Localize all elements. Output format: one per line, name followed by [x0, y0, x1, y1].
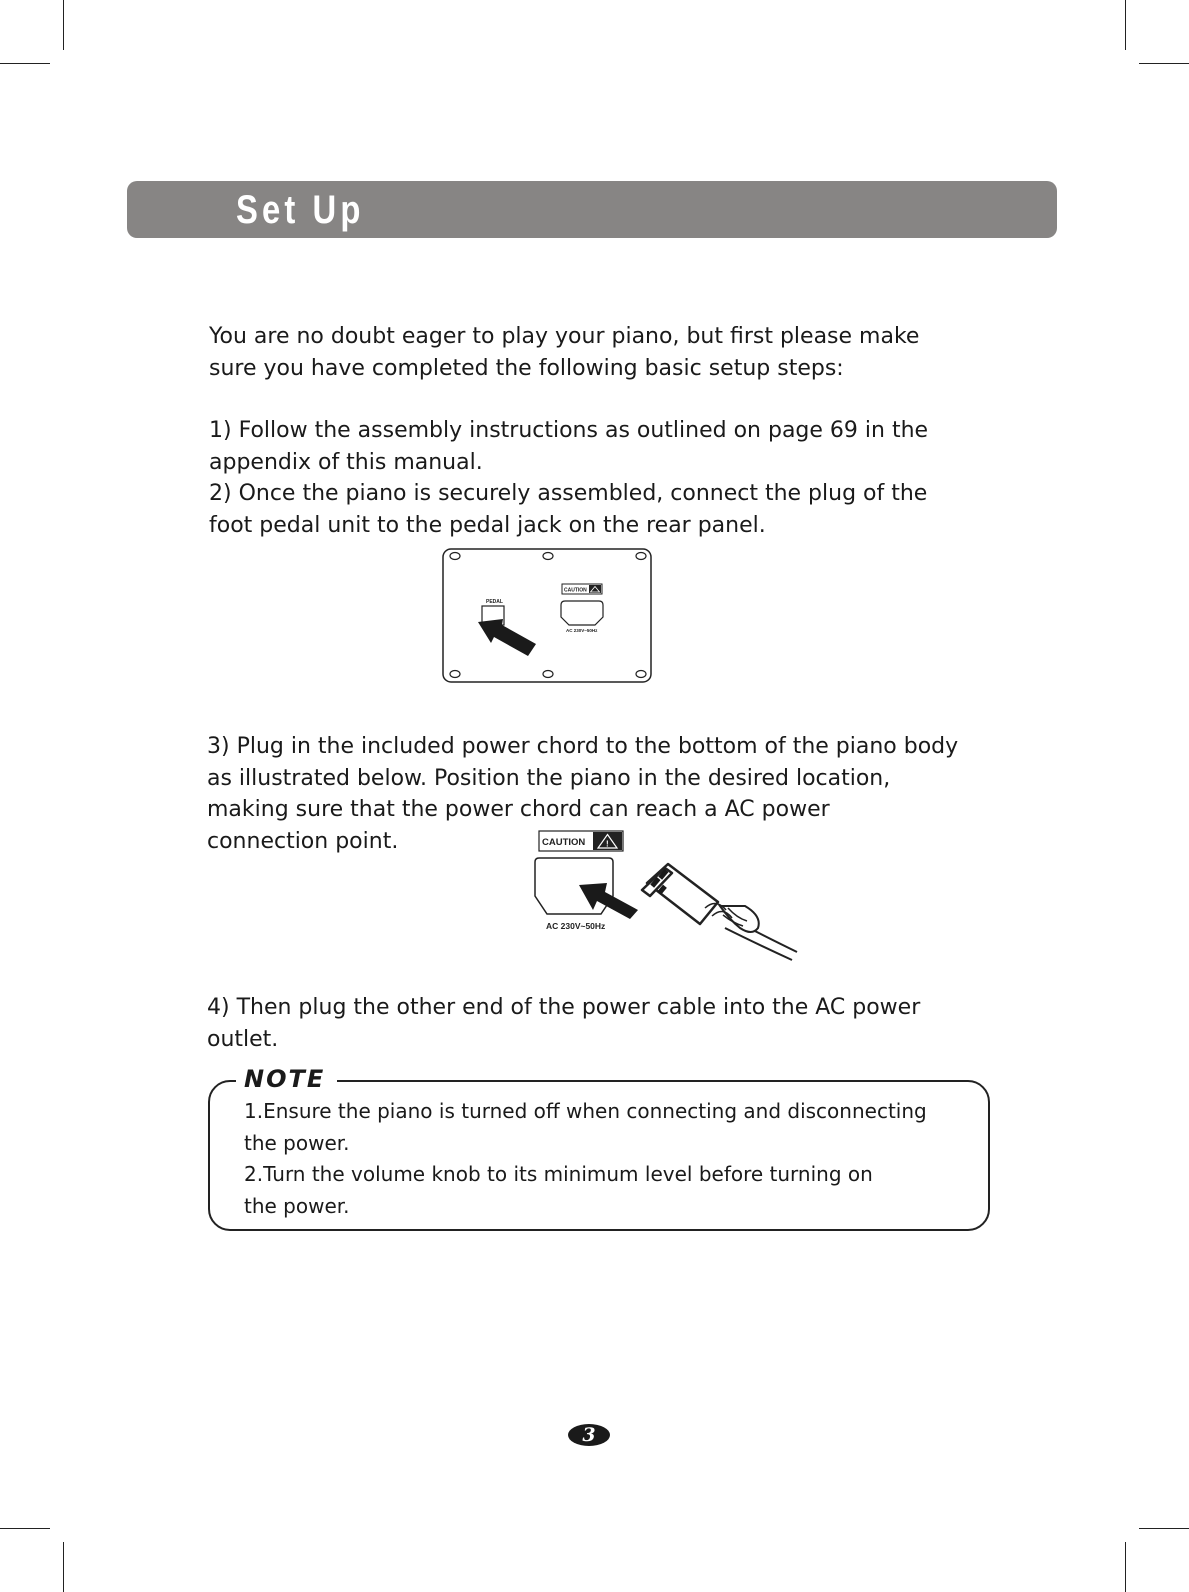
note-line: the power. — [244, 1193, 350, 1218]
step-line: 2) Once the piano is securely assembled, connect the plug of the — [209, 481, 928, 506]
power-inlet — [561, 601, 603, 625]
crop-mark — [1125, 0, 1126, 50]
power-rating-label: AC 230V~50Hz — [566, 628, 598, 633]
power-connection-diagram — [530, 828, 806, 972]
crop-mark — [1125, 1542, 1126, 1592]
rear-panel-outline — [443, 549, 651, 682]
note-line: 2.Turn the volume knob to its minimum level before turning on — [244, 1162, 873, 1186]
pedal-label: PEDAL — [486, 599, 503, 605]
crop-mark — [63, 0, 64, 50]
page-number: 3 — [568, 1424, 610, 1446]
crop-mark — [1139, 1528, 1189, 1529]
crop-mark — [0, 1528, 50, 1529]
step-line: 4) Then plug the other end of the power cable into the AC power — [207, 995, 921, 1020]
note-line: the power. — [244, 1130, 350, 1155]
step-2 — [209, 478, 927, 541]
caution-label: CAUTION — [542, 837, 586, 848]
note-title-wrap — [236, 1064, 337, 1094]
page-title: Set Up — [236, 188, 365, 232]
warning-exclamation-icon: ! — [606, 839, 609, 849]
note-line: 1.Ensure the piano is turned off when connecting and disconnecting — [244, 1099, 927, 1123]
crop-mark — [1139, 63, 1189, 64]
crop-mark — [0, 63, 50, 64]
intro-paragraph — [209, 321, 919, 384]
intro-line: sure you have completed the following basic setup steps: — [209, 355, 844, 381]
crop-mark — [63, 1542, 64, 1592]
power-cord-icon — [642, 864, 797, 960]
step-line: 1) Follow the assembly instructions as outlined on page 69 in the — [209, 418, 929, 443]
step-line: appendix of this manual. — [209, 449, 483, 475]
step-line: outlet. — [207, 1026, 279, 1052]
section-header-bar — [127, 181, 1057, 238]
step-4 — [207, 992, 920, 1055]
step-line: as illustrated below. Position the piano in the desired location, — [207, 765, 891, 791]
intro-line: You are no doubt eager to play your piano, but first please make — [209, 324, 920, 349]
note-title: NOTE — [244, 1065, 326, 1093]
step-line: connection point. — [207, 828, 399, 854]
note-box — [208, 1065, 990, 1231]
step-line: 3) Plug in the included power chord to the bottom of the piano body — [207, 734, 959, 759]
rear-panel-diagram — [440, 546, 656, 686]
step-line: foot pedal unit to the pedal jack on the rear panel. — [209, 512, 766, 538]
caution-label: CAUTION — [564, 587, 587, 594]
power-rating-label: AC 230V~50Hz — [546, 921, 606, 931]
step-1 — [209, 415, 928, 478]
note-text — [244, 1096, 927, 1222]
step-line: making sure that the power chord can reach a AC power — [207, 797, 830, 822]
